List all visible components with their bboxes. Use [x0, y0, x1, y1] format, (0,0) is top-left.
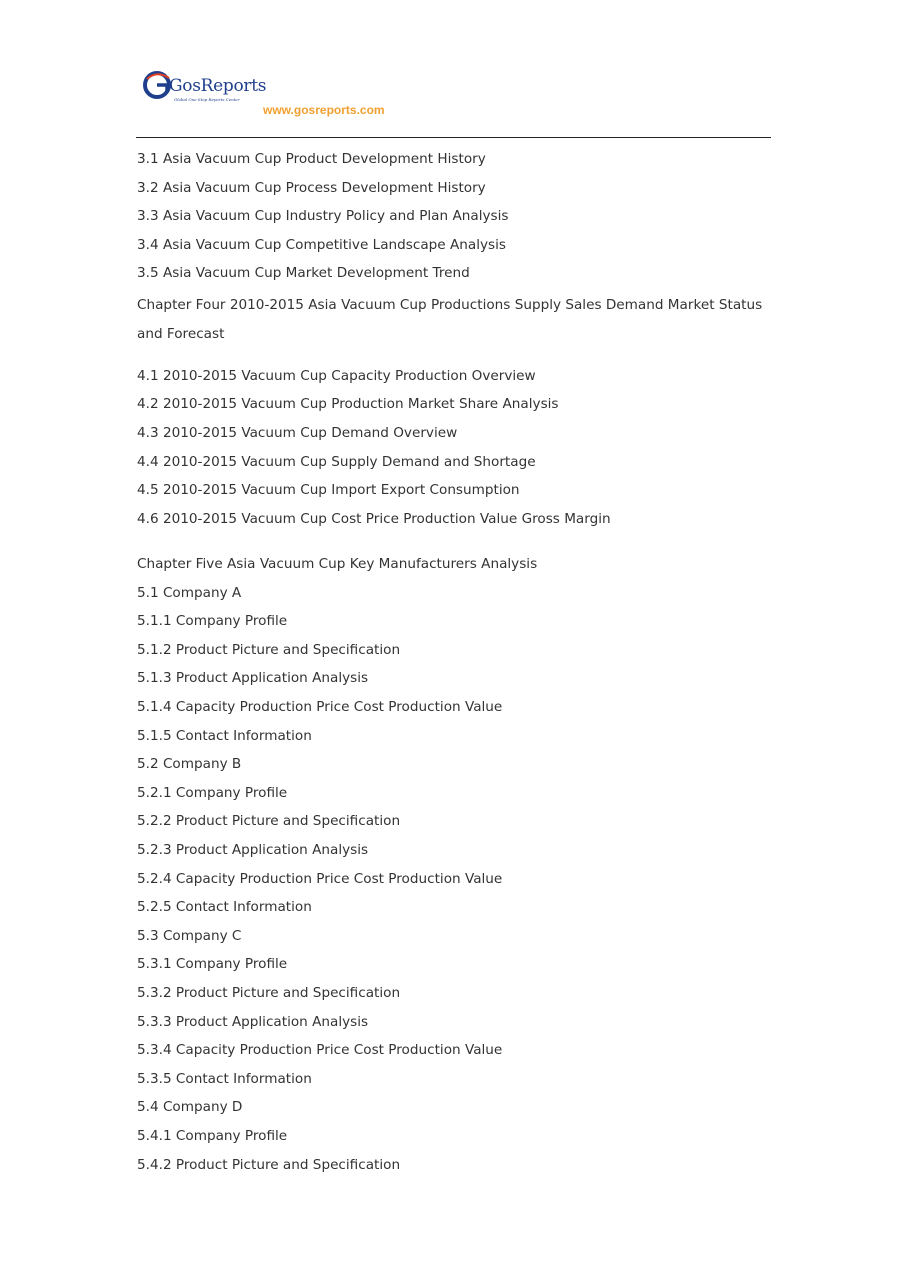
toc-item: 5.1.4 Capacity Production Price Cost Production Value	[137, 699, 503, 715]
gosreports-logo	[143, 70, 267, 106]
toc-item: 5.3.1 Company Profile	[137, 956, 288, 973]
toc-item: 3.4 Asia Vacuum Cup Competitive Landscape Analysis	[137, 236, 506, 253]
toc-item: 5.2.2 Product Picture and Specification	[137, 813, 401, 830]
logo-text: GosReports	[169, 76, 267, 96]
toc-item: 5.3.5 Contact Information	[137, 1070, 312, 1087]
toc-item: 3.1 Asia Vacuum Cup Product Development History	[137, 151, 486, 167]
toc-item: Chapter Five Asia Vacuum Cup Key Manufacturers Analysis	[137, 556, 538, 572]
toc-item: 5.3.4 Capacity Production Price Cost Production Value	[137, 1042, 503, 1059]
toc-item: 5.4.2 Product Picture and Specification	[137, 1156, 401, 1173]
toc-item: 5.1.2 Product Picture and Specification	[137, 641, 401, 658]
toc-item: 5.2.3 Product Application Analysis	[137, 842, 369, 858]
toc-item: Chapter Four 2010-2015 Asia Vacuum Cup Productions Supply Sales Demand Market Status and Forecast	[137, 297, 763, 342]
toc-item: 4.4 2010-2015 Vacuum Cup Supply Demand and Shortage	[137, 453, 536, 470]
toc-item: 4.2 2010-2015 Vacuum Cup Production Market Share Analysis	[137, 396, 559, 413]
toc-item: 5.2.1 Company Profile	[137, 784, 288, 801]
toc-item: 5.1 Company A	[137, 584, 242, 601]
page-header	[0, 0, 906, 140]
toc-item: 5.2.4 Capacity Production Price Cost Production Value	[137, 870, 503, 887]
toc-item: 3.5 Asia Vacuum Cup Market Development Trend	[137, 265, 470, 282]
toc-item: 5.4 Company D	[137, 1099, 243, 1116]
toc-item: 4.1 2010-2015 Vacuum Cup Capacity Production Overview	[137, 367, 536, 384]
toc-item: 3.2 Asia Vacuum Cup Process Development History	[137, 179, 486, 196]
toc-item: 5.1.1 Company Profile	[137, 613, 288, 630]
toc-item: 5.2.5 Contact Information	[137, 899, 312, 916]
header-divider	[136, 137, 771, 138]
toc-item: 5.1.3 Product Application Analysis	[137, 670, 369, 687]
website-link[interactable]: www.gosreports.com	[263, 103, 385, 117]
toc-item: 5.2 Company B	[137, 756, 242, 773]
toc-item: 4.6 2010-2015 Vacuum Cup Cost Price Production Value Gross Margin	[137, 510, 611, 527]
toc-item: 3.3 Asia Vacuum Cup Industry Policy and Plan Analysis	[137, 208, 509, 225]
toc-item: 4.5 2010-2015 Vacuum Cup Import Export Consumption	[137, 482, 520, 499]
toc-item: 5.1.5 Contact Information	[137, 727, 312, 744]
toc-item: 5.4.1 Company Profile	[137, 1128, 288, 1144]
toc-item: 5.3 Company C	[137, 927, 242, 944]
toc-item: 5.3.2 Product Picture and Specification	[137, 985, 401, 1001]
logo-tagline: Global One Stop Reports Center	[174, 97, 240, 102]
toc-item: 5.3.3 Product Application Analysis	[137, 1013, 369, 1030]
toc-item: 4.3 2010-2015 Vacuum Cup Demand Overview	[137, 425, 458, 441]
